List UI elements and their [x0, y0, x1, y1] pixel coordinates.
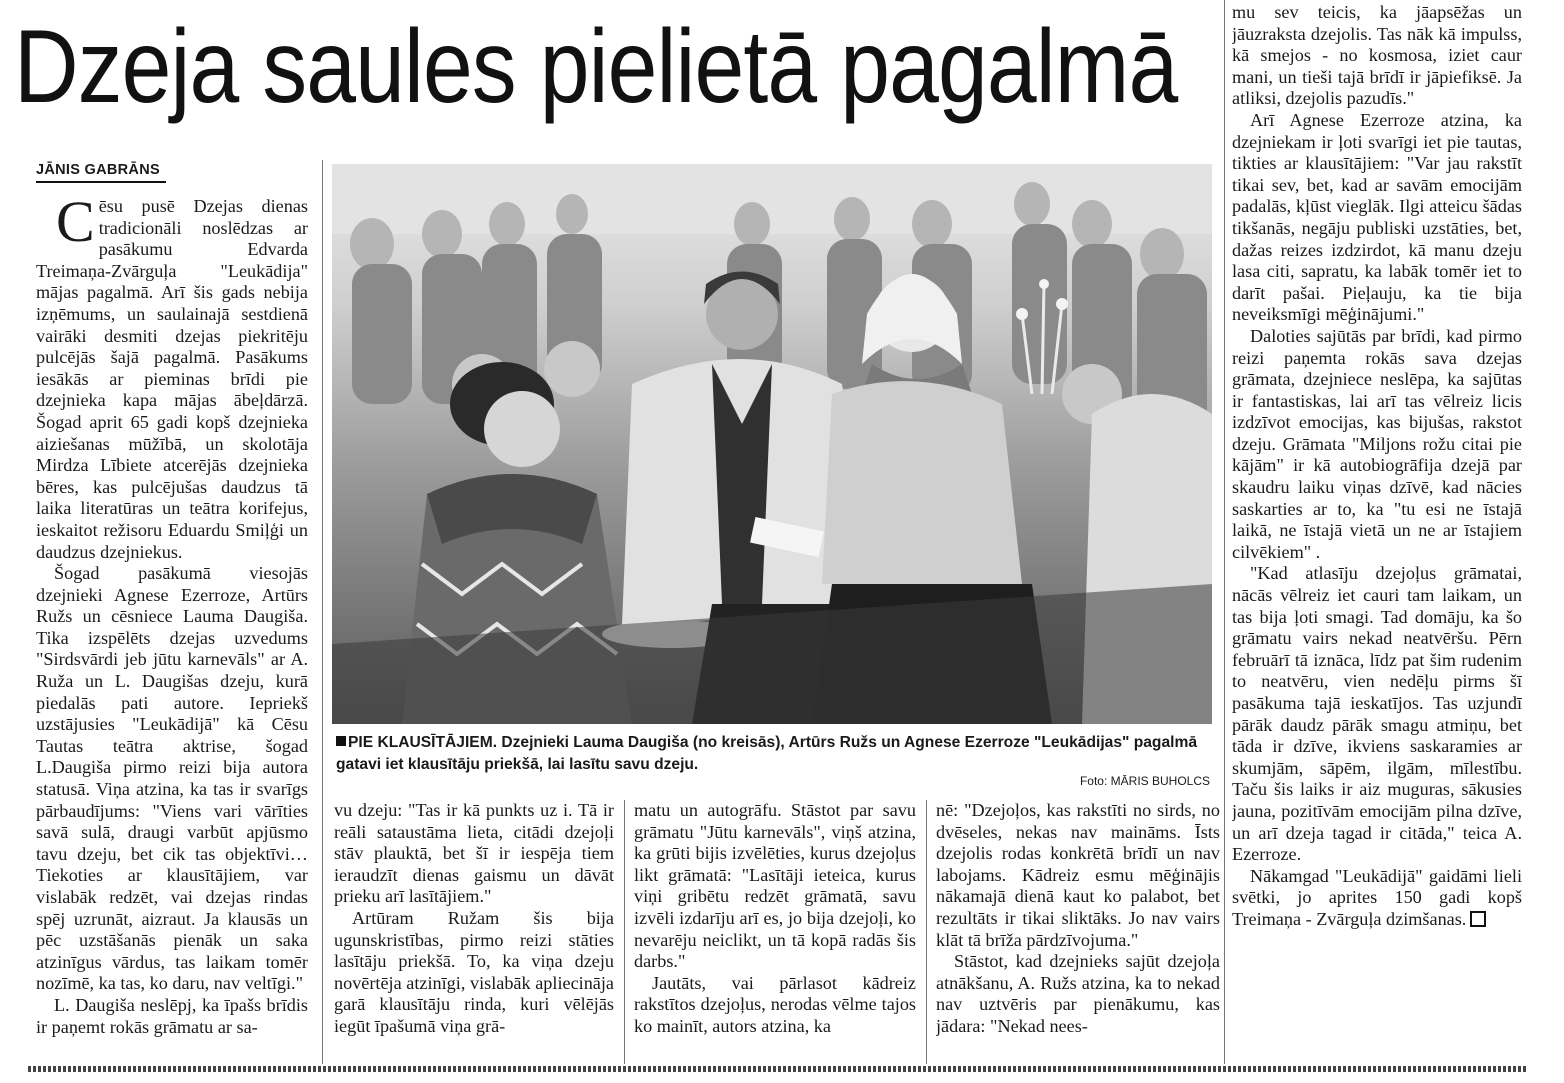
column-1 [36, 196, 308, 1066]
column-divider [1224, 0, 1225, 1064]
paragraph: Daloties sajūtās par brīdi, kad pirmo reizi paņemta rokās sava dzejas grāmata, dzejniece neslēpa, ka sajūtas ir fantastiskas, lai arī tas vēlreiz licis izdzīvot emocijas, kas bijušas, rakstot dzeju. Grāmata "Miljons rožu citai pie kājām" ir kā autobiogrāfija dzejā par skaudru laiku viņas dzīvē, kad nācies saskarties ar to, ka "tu esi ne īstajā laikā, ne īstajā vietā un ne ar īstajiem cilvēkiem" . [1232, 325, 1522, 562]
paragraph: matu un autogrāfu. Stāstot par savu grāmatu "Jūtu karnevāls", viņš atzina, ka grūti bijis izvēlēties, kurus dzejoļus likt grāmatā: "Lasītāji ieteica, kurus viņi gribētu redzēt grāmatā, savu izvēli izdarīju arī es, jo bija dzejoļi, ko nevarēju neiclikt, un tā kopā radās šis darbs." [634, 800, 916, 972]
final-text: Nākamgad "Leukādijā" gaidāmi lieli svētki, jo aprites 150 gadi kopš Treimaņa - Zvārguļa dzimšanas. [1232, 865, 1522, 929]
paragraph: L. Daugiša neslēpj, ka īpašs brīdis ir paņemt rokās grāmatu ar sa- [36, 994, 308, 1037]
photo-illustration [332, 164, 1212, 724]
paragraph: nē: "Dzejoļos, kas rakstīti no sirds, no dvēseles, nekas nav maināms. Īsts dzejolis rodas konkrētā brīdī un nav labojams. Kādreiz esmu mēģinājis nākamajā dienā kaut ko palabot, bet rezultāts ir tikai sliktāks. Jo nav vairs klāt tā brīža pārdzīvojuma." [936, 800, 1220, 950]
page-bottom-rule [28, 1066, 1528, 1072]
photo-credit: Foto: MĀRIS BUHOLCS [1079, 774, 1210, 788]
paragraph: vu dzeju: "Tas ir kā punkts uz i. Tā ir reāli sataustāma lieta, citādi dzejoļi stāv plauktā, bet šī ir iespēja tiem ieraudzīt dienas gaismu un dāvāt prieku arī lasītājiem." [334, 800, 614, 907]
byline-underline [36, 181, 166, 183]
paragraph-intro [36, 196, 308, 563]
byline: JĀNIS GABRĀNS [36, 162, 160, 178]
column-2 [334, 800, 614, 1064]
paragraph: Artūram Ružam šis bija ugunskristības, pirmo reizi stāties lasītāju priekšā. To, ka viņa dzeju novērtēja atzinīgi, vislabāk apliecināja garā klausītāju rinda, kuri vēlējās iegūt īpašumā viņa grā- [334, 907, 614, 1036]
paragraph: Arī Agnese Ezerroze atzina, ka dzejniekam ir ļoti svarīgi iet pie tautas, tikties ar klausītājiem: "Var jau rakstīt tikai sev, bet, kad ar savām emocijām padalās, kļūst vieglāk. Ilgi atteicu šādas tikšanās, negāju publiski uzstāties, bet, dažas reizes izdzirdot, kā manu dzeju lasa citi, sapratu, ka labāk tomēr iet to darīt pašai. Pieļauju, ka tie bija neveiksmīgi mēģinājumi." [1232, 109, 1522, 325]
drop-cap: C [56, 196, 95, 254]
column-divider [926, 800, 927, 1064]
column-divider [624, 800, 625, 1064]
caption-marker [336, 736, 346, 746]
column-3 [634, 800, 916, 1064]
column-4 [936, 800, 1220, 1064]
paragraph: Šogad pasākumā viesojās dzejnieki Agnese Ezerroze, Artūrs Ružs un cēsniece Lauma Daugiša. Tika izspēlēts dzejas uzvedums "Sirdsvārdi jeb jūtu karnevāls" ar A. Ruža un L. Daugišas dzeju, kurā piedalās pati autore. Iepriekš uzstājusies "Leukādijā" kā Cēsu Tautas teātra aktrise, šogad L.Daugiša pirmo reizi bija autora statusā. Viņa atzina, ka tas ir svarīgs pārbaudījums: "Viens vari vārīties savā sulā, draugi varbūt apjūsmo tavu dzeju, bet cik tas objektīvi… Tiekoties ar klausītājiem, var vislabāk redzēt, vai dzejas rindas spēj uzrunāt, aizraut. Ja klausās un pēc uzstāšanās pienāk un saka atzinīgus vārdus, tas laikam tomēr nozīmē, ka tas, ko daru, nav veltīgi." [36, 563, 308, 994]
paragraph: "Kad atlasīju dzejoļus grāmatai, nācās vēlreiz iet cauri tam laikam, un tas bija ļoti smagi. Tad domāju, ka šo grāmatu vairs nekad neatvēršu. Pērn februārī tā iznāca, līdz pat šim rudenim to neatvēru, vien nedēļu pirms šī pasākuma tajā ieskatījos. Tas uzjundī pārāk daudz pārāk smagu atmiņu, bet tāda ir dzīve, ikviens saskaramies ar skumjām, sāpēm, ilgām, mīlestību. Taču šis laiks ir aiz muguras, sākusies jauna, pozitīvām emocijām pilna dzīve, un arī dzeja tagad ir citāda," teica A. Ezerroze. [1232, 563, 1522, 865]
paragraph: Stāstot, kad dzejnieks sajūt dzejoļa atnākšanu, A. Ružs atzina, ka to nekad nav uztvēris par pienākumu, kas jādara: "Nekad nees- [936, 951, 1220, 1036]
paragraph-intro-text: ēsu pusē Dzejas dienas tradicionāli noslēdzas ar pasākumu Edvarda Treimaņa-Zvārguļa "Leukādija" mājas pagalmā. Arī šis gads nebija izņēmums, un saulainajā sestdienā vairāki desmiti dzejas piekritēju pulcējās šajā pagalmā. Pasākums iesākās ar pieminas brīdi pie dzejnieka kapa mājas ābeļdārzā. Šogad aprit 65 gadi kopš dzejnieka aiziešanas mūžībā, un skolotāja Mirdza Lībiete atcerējās dzejnieka bēres, kas pulcējušas daudzus tā laika literatūras un teātra korifejus, ieskaitot režisoru Eduardu Smiļģi un daudzus dzejniekus. [36, 196, 308, 562]
paragraph-final [1232, 866, 1522, 931]
caption-lead: PIE KLAUSĪTĀJIEM. [348, 734, 498, 751]
paragraph: Jautāts, vai pārlasot kādreiz rakstītos dzejoļus, nerodas vēlme tajos ko mainīt, autors atzina, ka [634, 972, 916, 1036]
caption-text: Dzejnieki Lauma Daugiša (no kreisās), Artūrs Ružs un Agnese Ezerroze "Leukādijas" pagalmā gatavi iet klausītāju priekšā, lai lasītu savu dzeju. [336, 734, 1197, 773]
column-divider [322, 160, 323, 1064]
column-5 [1232, 2, 1522, 1064]
headline: Dzeja saules pielietā pagalmā [14, 9, 1178, 125]
event-photo [332, 164, 1212, 724]
end-mark-icon [1470, 911, 1486, 927]
photo-caption [336, 732, 1208, 776]
paragraph: mu sev teicis, ka jāapsēžas un jāuzraksta dzejolis. Tas nāk kā impulss, kā smejos - no kosmosa, iziet caur mani, un tieši tajā brīdī ir jāpiefiksē. Ja atliksi, dzejolis pazudīs." [1232, 2, 1522, 109]
